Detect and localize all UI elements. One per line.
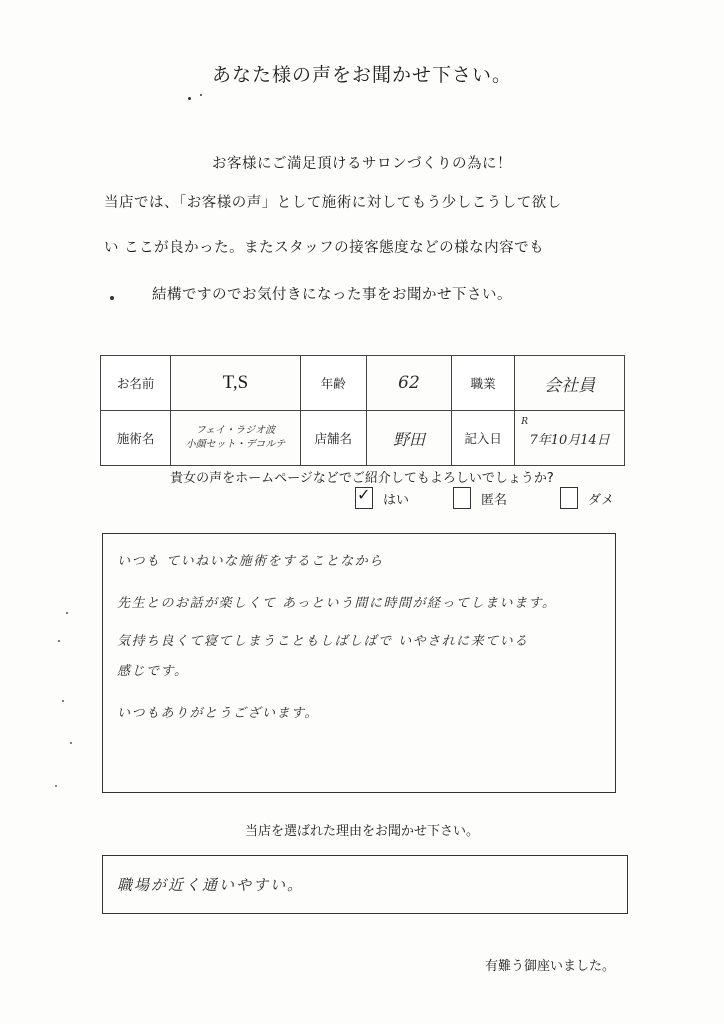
date-era-text: R — [521, 417, 529, 427]
voice-line-5: いつもありがとうございます。 — [117, 706, 319, 721]
date-label: 記入日 — [452, 411, 515, 466]
name-label: お名前 — [101, 356, 171, 411]
job-label: 職業 — [452, 356, 515, 411]
date-value-text: 7年10月14日 — [529, 432, 610, 448]
reason-answer-box[interactable] — [102, 855, 628, 914]
job-value-text: 会社員 — [544, 375, 596, 396]
intro-line-3: い ここが良かった。またスタッフの接客態度などの様な内容でも — [104, 240, 545, 256]
scan-speck — [188, 97, 191, 100]
consent-option-no[interactable] — [560, 486, 614, 510]
consent-option-anonymous-label: 匿名 — [481, 492, 508, 508]
age-value[interactable] — [366, 356, 451, 411]
customer-info-table — [100, 355, 625, 466]
voice-line-3: 気持ち良くて寝てしまうこともしばしばで いやされに来ている — [117, 634, 529, 649]
checkbox-yes[interactable] — [355, 487, 373, 509]
consent-option-no-label: ダメ — [588, 492, 615, 508]
scan-speck — [110, 296, 114, 300]
scan-speck — [200, 94, 202, 96]
intro-line-1: お客様にご満足頂けるサロンづくりの為に！ — [212, 156, 512, 172]
consent-option-anonymous[interactable] — [453, 486, 507, 510]
voice-line-1: いつも ていねいな施術をすることなから — [117, 554, 384, 569]
consent-option-yes-label: はい — [383, 492, 410, 508]
reason-question: 当店を選ばれた理由をお聞かせ下さい。 — [244, 824, 479, 839]
scan-speck — [55, 785, 57, 787]
checkmark-icon: ✓ — [357, 485, 371, 504]
name-value[interactable] — [171, 356, 301, 411]
age-value-text: 62 — [398, 373, 420, 393]
voice-line-4: 感じです。 — [117, 664, 189, 679]
treatment-label: 施術名 — [101, 411, 171, 466]
scan-speck — [58, 640, 60, 642]
date-value[interactable] — [515, 411, 625, 466]
consent-question: 貴女の声をホームページなどでご紹介してもよろしいでしょうか? — [170, 471, 554, 486]
scan-speck — [62, 700, 64, 702]
consent-option-yes[interactable] — [355, 486, 409, 510]
page-title: あなた様の声をお聞かせ下さい。 — [211, 64, 512, 86]
intro-line-4: 結構ですのでお気付きになった事をお聞かせ下さい。 — [152, 287, 512, 303]
store-label: 店舗名 — [300, 411, 366, 466]
treatment-value-line-1: フェイ・ラジオ波 — [195, 425, 276, 436]
age-label: 年齢 — [300, 356, 366, 411]
checkbox-anonymous[interactable] — [453, 487, 471, 509]
scan-speck — [66, 612, 68, 614]
name-value-text: T,S — [222, 372, 249, 393]
job-value[interactable] — [515, 356, 625, 411]
reason-answer-text: 職場が近く通いやすい。 — [117, 876, 305, 894]
treatment-value-line-2: 小顔セット・デコルテ — [185, 439, 286, 450]
scan-speck — [70, 742, 72, 744]
customer-voice-box[interactable] — [102, 533, 616, 793]
closing-thanks: 有難う御座いました。 — [485, 959, 616, 974]
store-value-text: 野田 — [392, 429, 425, 449]
checkbox-no[interactable] — [560, 487, 578, 509]
voice-line-2: 先生とのお話が楽しくて あっという間に時間が経ってしまいます。 — [117, 596, 557, 611]
intro-line-2: 当店では、「お客様の声」として施術に対してもう少しこうして欲し — [104, 195, 562, 211]
treatment-value[interactable] — [171, 411, 301, 466]
store-value[interactable] — [366, 411, 451, 466]
